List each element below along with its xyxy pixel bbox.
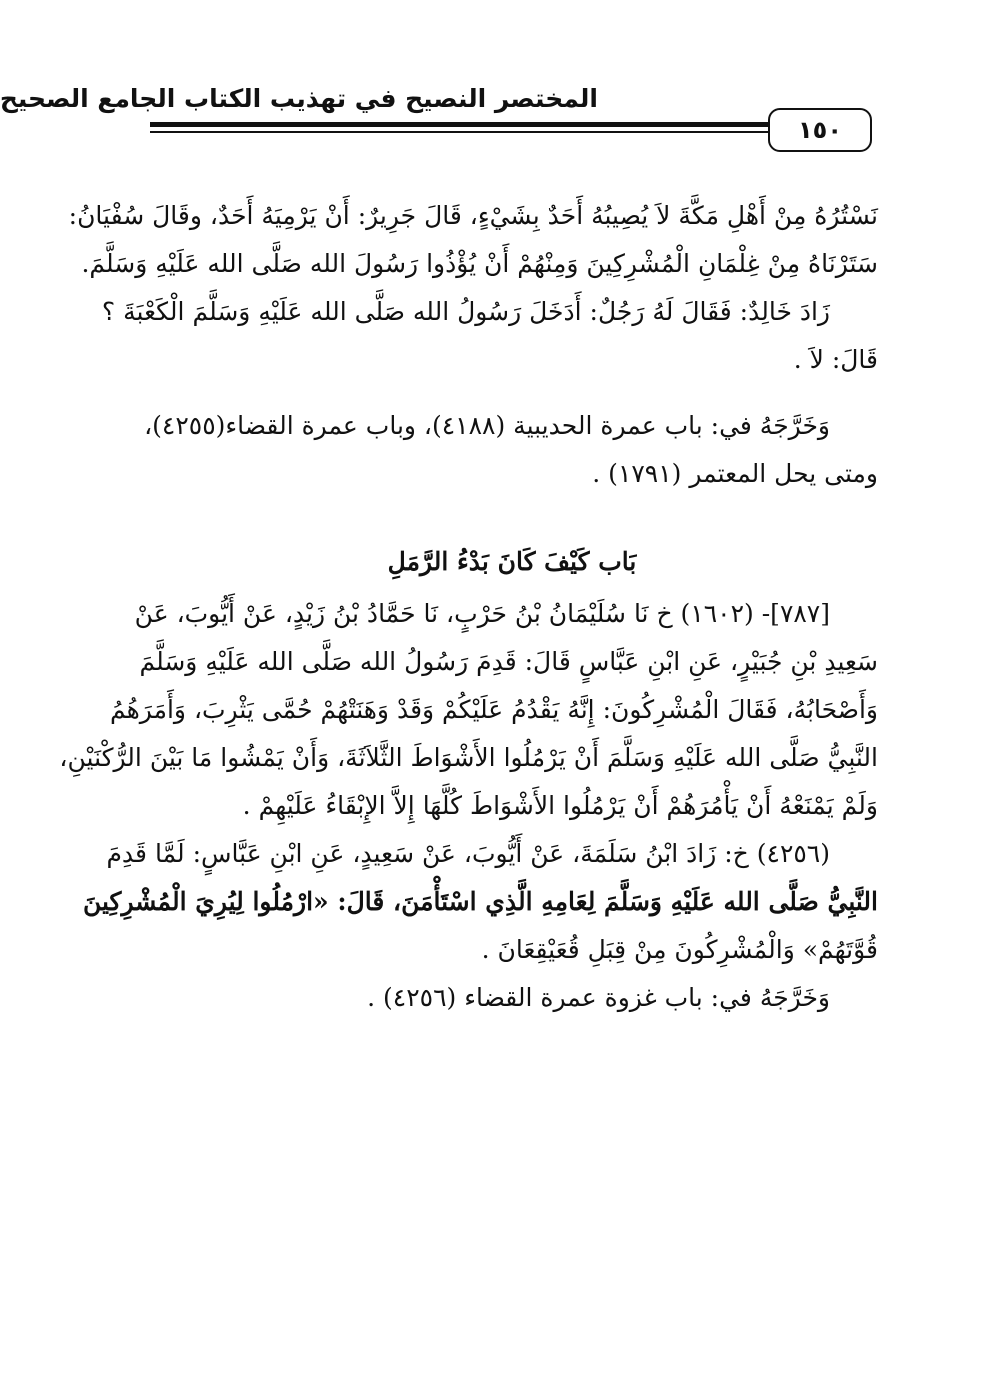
header-rule-thin <box>150 131 770 133</box>
page-number: ١٥٠ <box>768 108 872 152</box>
running-header-title: المختصر النصيح في تهذيب الكتاب الجامع الصحيح <box>0 84 598 113</box>
text-line: سَتَرْنَاهُ مِنْ غِلْمَانِ الْمُشْرِكِينَ وَمِنْهُمْ أَنْ يُؤْذُوا رَسُولَ الله صَلَّى الله عَلَيْهِ وَسَلَّمَ. <box>81 249 878 278</box>
paragraph-2 <box>101 288 878 384</box>
text-line: (٤٢٥٦) خ: زَادَ ابْنُ سَلَمَةَ، عَنْ أَيُّوبَ، عَنْ سَعِيدٍ، عَنِ ابْنِ عَبَّاسٍ: لَمَّا قَدِمَ <box>106 839 830 868</box>
text-line: وَلَمْ يَمْنَعْهُ أَنْ يَأْمُرَهُمْ أَنْ يَرْمُلُوا الأَشْوَاطَ كُلَّهَا إِلاَّ الإِبْقَاءُ عَلَيْهِمْ . <box>242 791 878 820</box>
text-line: زَادَ خَالِدٌ: فَقَالَ لَهُ رَجُلٌ: أَدَخَلَ رَسُولُ الله صَلَّى الله عَلَيْهِ وَسَلَّمَ الْكَعْبَةَ ؟ <box>101 297 830 326</box>
paragraph-4 <box>146 974 878 1022</box>
paragraph-3 <box>146 402 878 498</box>
text-line: قُوَّتَهُمْ» وَالْمُشْرِكُونَ مِنْ قِبَلِ قُعَيْقِعَانَ . <box>481 935 878 964</box>
text-line: النَّبِيُّ صَلَّى الله عَلَيْهِ وَسَلَّمَ لِعَامِهِ الَّذِي اسْتَأْمَنَ، قَالَ: «ارْمُلُوا لِيُرِيَ الْمُشْرِكِينَ <box>82 887 878 916</box>
text-line: وَخَرَّجَهُ في: باب غزوة عمرة القضاء (٤٢٥٦) . <box>367 983 830 1012</box>
hadith-2 <box>82 830 878 974</box>
text-line: وَخَرَّجَهُ في: باب عمرة الحديبية (٤١٨٨)، وباب عمرة القضاء(٤٢٥٥)، <box>144 411 830 440</box>
paragraph-1 <box>68 192 878 288</box>
hadith-1 <box>59 590 878 830</box>
header-rule <box>150 118 770 146</box>
text-line: نَسْتُرُهُ مِنْ أَهْلِ مَكَّةَ لاَ يُصِيبُهُ أَحَدٌ بِشَيْءٍ، قَالَ جَرِيرٌ: أَنْ يَرْمِيَهُ أَحَدٌ، وقَالَ سُفْيَانُ: <box>68 201 878 230</box>
text-line: سَعِيدِ بْنِ جُبَيْرٍ، عَنِ ابْنِ عَبَّاسٍ قَالَ: قَدِمَ رَسُولُ الله صَلَّى الله عَلَيْهِ وَسَلَّمَ <box>139 647 878 676</box>
chapter-title: بَاب كَيْفَ كَانَ بَدْءُ الرَّمَلِ <box>387 547 637 576</box>
header-rule-thick <box>150 122 770 127</box>
text-line: قَالَ: لاَ . <box>793 345 878 374</box>
text-line: النَّبِيُّ صَلَّى الله عَلَيْهِ وَسَلَّمَ أَنْ يَرْمُلُوا الأَشْوَاطَ الثَّلاَثَةَ، وَأَنْ يَمْشُوا مَا بَيْنَ الرُّكْنَيْنِ، <box>59 743 878 772</box>
text-line: ومتى يحل المعتمر (١٧٩١) . <box>592 459 878 488</box>
text-line: [٧٨٧]- (١٦٠٢) خ نَا سُلَيْمَانُ بْنُ حَرْبٍ، نَا حَمَّادُ بْنُ زَيْدٍ، عَنْ أَيُّوبَ، عَنْ <box>134 599 830 628</box>
page-body <box>59 192 878 1022</box>
text-line: وَأَصْحَابُهُ، فَقَالَ الْمُشْرِكُونَ: إِنَّهُ يَقْدُمُ عَلَيْكُمْ وَقَدْ وَهَنَتْهُمْ حُمَّى يَثْرِبَ، وَأَمَرَهُمُ <box>109 695 878 724</box>
